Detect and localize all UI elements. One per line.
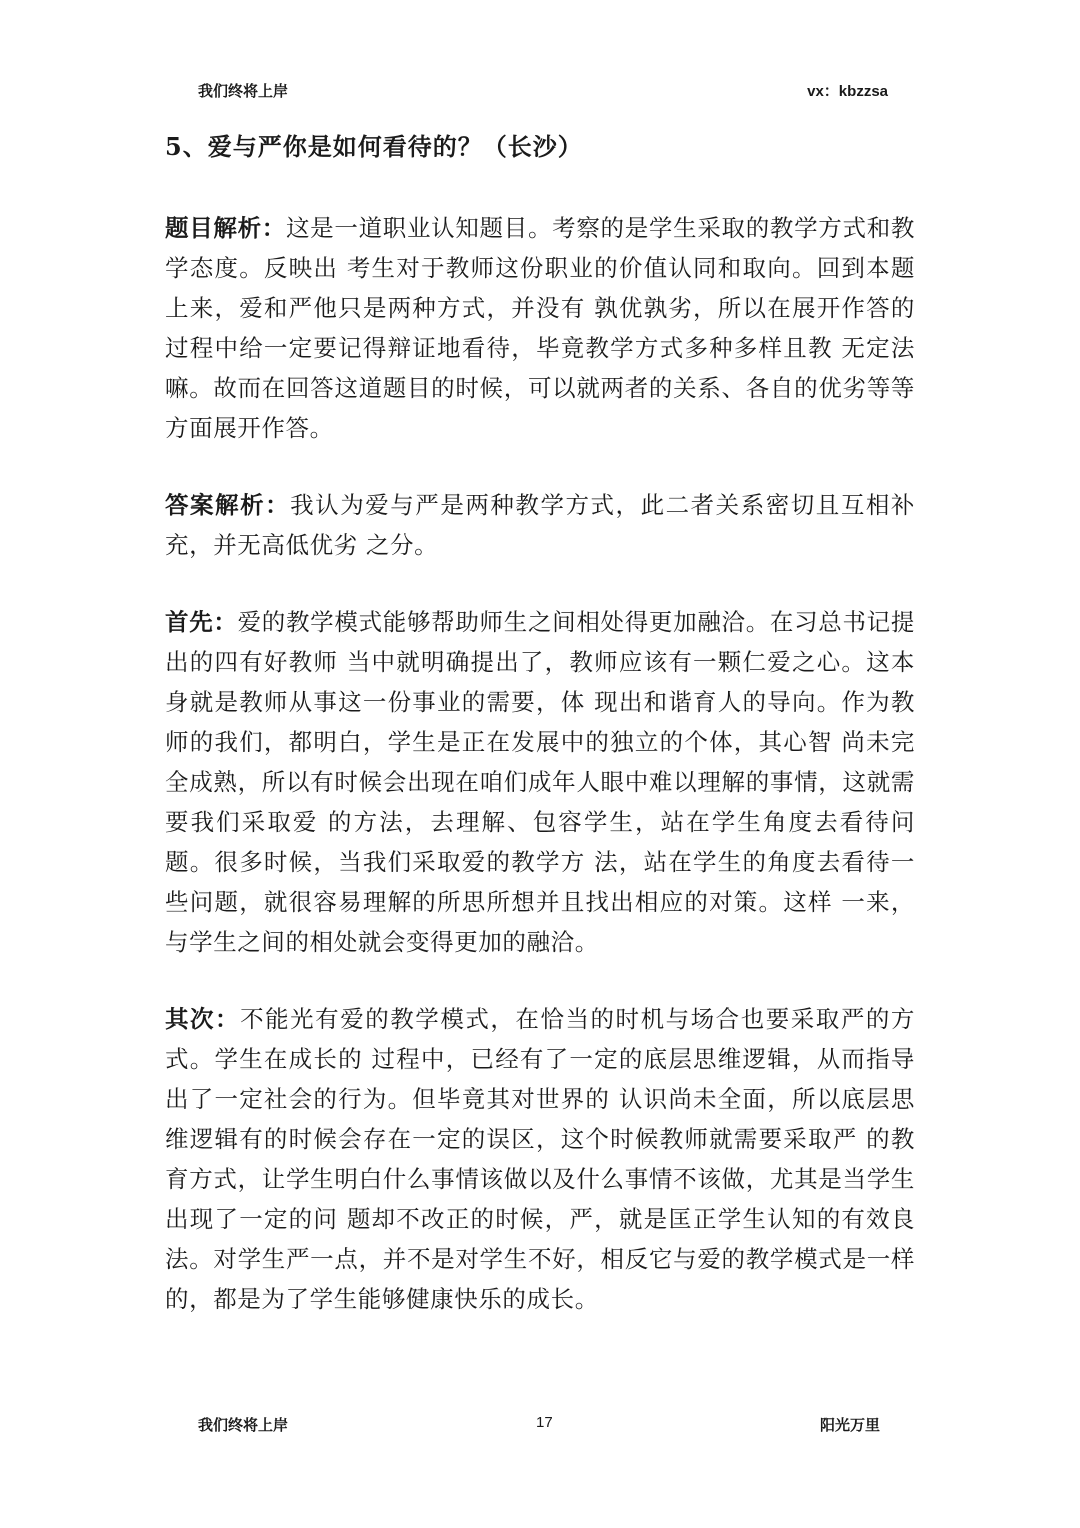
document-body bbox=[165, 128, 915, 1319]
page-header bbox=[198, 78, 888, 102]
question-title: 5、爱与严你是如何看待的？（长沙） bbox=[165, 132, 583, 161]
second-point-paragraph bbox=[165, 999, 915, 1319]
footer-left-text: 我们终将上岸 bbox=[198, 1416, 289, 1434]
first-point-label: 首先： bbox=[165, 608, 238, 636]
page-number: 17 bbox=[536, 1414, 553, 1431]
answer-label: 答案解析： bbox=[165, 491, 291, 519]
first-point-paragraph bbox=[165, 602, 915, 962]
header-left-text: 我们终将上岸 bbox=[198, 81, 289, 100]
analysis-label: 题目解析： bbox=[165, 214, 286, 242]
header-contact-text: vx：kbzzsa bbox=[807, 82, 888, 100]
answer-paragraph bbox=[165, 485, 915, 565]
footer-right-text: 阳光万里 bbox=[819, 1416, 880, 1434]
analysis-text: 这是一道职业认知题目。考察的是学生采取的教学方式和教学态度。反映出 考生对于教师这份职业的价值认同和取向。回到本题上来，爱和严他只是两种方式，并没有 孰优孰劣，所以在展开作答的过程中给一定要记得辩证地看待，毕竟教学方式多种多样且教 无定法嘛。故而在回答这道题目的时候，可以就两者的关系、各自的优劣等等方面展开作答。 bbox=[165, 214, 915, 442]
page-footer bbox=[198, 1414, 888, 1438]
analysis-paragraph bbox=[165, 208, 915, 448]
first-point-text: 爱的教学模式能够帮助师生之间相处得更加融洽。在习总书记提出的四有好教师 当中就明确提出了，教师应该有一颗仁爱之心。这本身就是教师从事这一份事业的需要，体 现出和谐育人的导向。作为教师的我们，都明白，学生是正在发展中的独立的个体，其心智 尚未完全成熟，所以有时候会出现在咱们成年人眼中难以理解的事情，这就需要我们采取爱 的方法，去理解、包容学生，站在学生角度去看待问题。很多时候，当我们采取爱的教学方 法，站在学生的角度去看待一些问题，就很容易理解的所思所想并且找出相应的对策。这样 一来，与学生之间的相处就会变得更加的融洽。 bbox=[165, 608, 915, 956]
second-point-label: 其次： bbox=[165, 1005, 241, 1033]
second-point-text: 不能光有爱的教学模式，在恰当的时机与场合也要采取严的方式。学生在成长的 过程中，已经有了一定的底层思维逻辑，从而指导出了一定社会的行为。但毕竟其对世界的 认识尚未全面，所以底层思维逻辑有的时候会存在一定的误区，这个时候教师就需要采取严 的教育方式，让学生明白什么事情该做以及什么事情不该做，尤其是当学生出现了一定的问 题却不改正的时候，严，就是匡正学生认知的有效良法。对学生严一点，并不是对学生不好，相反它与爱的教学模式是一样的，都是为了学生能够健康快乐的成长。 bbox=[165, 1005, 915, 1313]
answer-text: 我认为爱与严是两种教学方式，此二者关系密切且互相补充，并无高低优劣 之分。 bbox=[165, 491, 916, 559]
